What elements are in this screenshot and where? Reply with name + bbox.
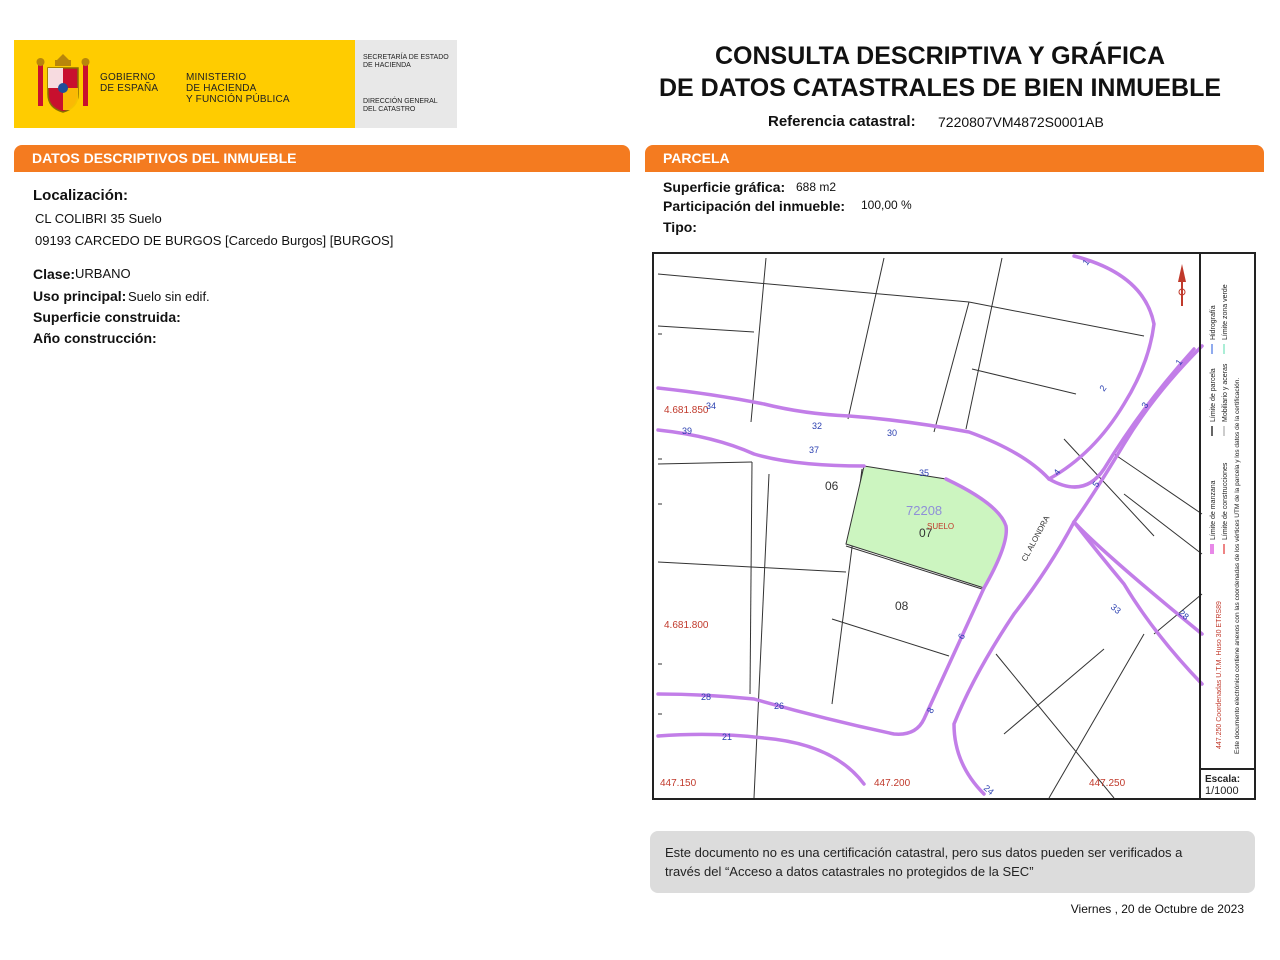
legend-parcela: Límite de parcela [1210, 368, 1217, 422]
secretaria-text: SECRETARÍA DE ESTADO DE HACIENDA [363, 54, 449, 69]
house-number: 1 [1080, 257, 1092, 268]
house-number: 4 [1051, 467, 1063, 478]
house-number: 28 [1176, 607, 1191, 622]
address-line2: 09193 CARCEDO DE BURGOS [Carcedo Burgos] [BURGOS] [35, 233, 394, 248]
superficie-grafica-value: 688 m2 [796, 180, 837, 194]
ref-value: 7220807VM4872S0001AB [938, 114, 1104, 130]
house-number: 32 [812, 421, 823, 431]
house-number: 5 [1090, 479, 1102, 490]
notice-line1: Este documento no es una certificación catastral, pero sus datos pueden ser verificados a [665, 845, 1183, 860]
scale-label: Escala: [1205, 774, 1241, 785]
notice-box [650, 831, 1255, 893]
coord-y-bottom: 4.681.800 [664, 620, 709, 631]
gobierno-text: GOBIERNO DE ESPAÑA [100, 72, 159, 94]
tipo-label: Tipo: [663, 219, 697, 235]
scale-value: 1/1000 [1205, 785, 1239, 797]
legend-manzana: Límite de manzana [1210, 480, 1217, 540]
house-number: 8 [924, 705, 937, 715]
superficie-construida-label: Superficie construida: [33, 309, 181, 325]
descriptive-title-bold: INMUEBLE [223, 150, 297, 166]
clase-value: URBANO [75, 266, 131, 281]
coord-x-right: 447.250 [1089, 778, 1126, 789]
coord-x-left: 447.150 [660, 778, 697, 789]
participacion-value: 100,00 % [861, 198, 912, 212]
parcel-07: 07 [919, 526, 933, 540]
parcel-06: 06 [825, 479, 839, 493]
parcel-08: 08 [895, 599, 909, 613]
house-number: 21 [722, 732, 733, 742]
coat-of-arms-icon [34, 50, 92, 116]
page-title: CONSULTA DESCRIPTIVA Y GRÁFICA DE DATOS CATASTRALES DE BIEN INMUEBLE [658, 42, 1222, 102]
legend-construcciones: Límite de construcciones [1222, 462, 1229, 540]
ref-label: Referencia catastral: [768, 113, 916, 130]
house-number: 30 [887, 428, 898, 438]
superficie-grafica-label: Superficie gráfica: [663, 179, 786, 195]
map-drawing [654, 254, 1254, 798]
house-number: 33 [1108, 601, 1123, 616]
government-logo-block [14, 40, 355, 128]
map-ticks [658, 334, 662, 714]
catastro-block [355, 40, 457, 128]
block-number: 72208 [906, 503, 943, 518]
house-number: 24 [981, 782, 996, 797]
legend [1205, 284, 1241, 797]
address-line1: CL COLIBRI 35 Suelo [35, 211, 162, 226]
house-number: 1 [1173, 357, 1185, 368]
legend-hidrografia: Hidrografía [1210, 305, 1217, 340]
house-number: 3 [1139, 400, 1151, 411]
anio-construccion-label: Año construcción: [33, 330, 157, 346]
document-date: Viernes , 20 de Octubre de 2023 [1070, 902, 1244, 916]
house-number: 26 [774, 701, 785, 711]
uso-value: Suelo sin edif. [128, 289, 210, 304]
house-number: 35 [919, 468, 930, 478]
ministerio-text: MINISTERIO DE HACIENDA Y FUNCIÓN PÚBLICA [186, 72, 290, 105]
localizacion-label: Localización: [33, 187, 129, 204]
house-number: 39 [682, 426, 693, 436]
descriptive-title-pre: DATOS DESCRIPTIVOS DEL [32, 150, 224, 166]
suelo-label: SUELO [927, 522, 955, 531]
descriptive-section-bar [14, 145, 630, 172]
parcela-section-bar: PARCELA [645, 145, 1264, 172]
participacion-label: Participación del inmueble: [663, 198, 846, 214]
direccion-text: DIRECCIÓN GENERAL DEL CATASTRO [363, 98, 438, 113]
legend-electronic-note: Este documento electrónico contiene anexos con las coordenadas de los vértices UTM de la parcela y los datos de la certificación. [1234, 377, 1241, 754]
clase-label: Clase: [33, 266, 76, 282]
house-number: 2 [1097, 383, 1109, 394]
legend-coords-note: 447.250 Coordenadas U.T.M. Huso 30 ETRS89 [1216, 601, 1223, 749]
street-name: CL ALONDRA [1019, 514, 1052, 563]
legend-zona-verde: Límite zona verde [1222, 284, 1229, 340]
house-number: 37 [809, 445, 820, 455]
north-arrow-icon [1178, 264, 1186, 306]
cadastral-map [652, 252, 1256, 800]
coord-y-top: 4.681.850 [664, 405, 709, 416]
house-number: 28 [701, 692, 712, 702]
legend-mobiliario: Mobiliario y aceras [1222, 363, 1229, 422]
notice-line2: través del “Acceso a datos catastrales no protegidos de la SEC” [665, 864, 1034, 879]
house-number: 34 [706, 401, 717, 411]
uso-label: Uso principal: [33, 288, 127, 304]
coord-x-mid: 447.200 [874, 778, 911, 789]
house-number: 6 [955, 631, 968, 641]
